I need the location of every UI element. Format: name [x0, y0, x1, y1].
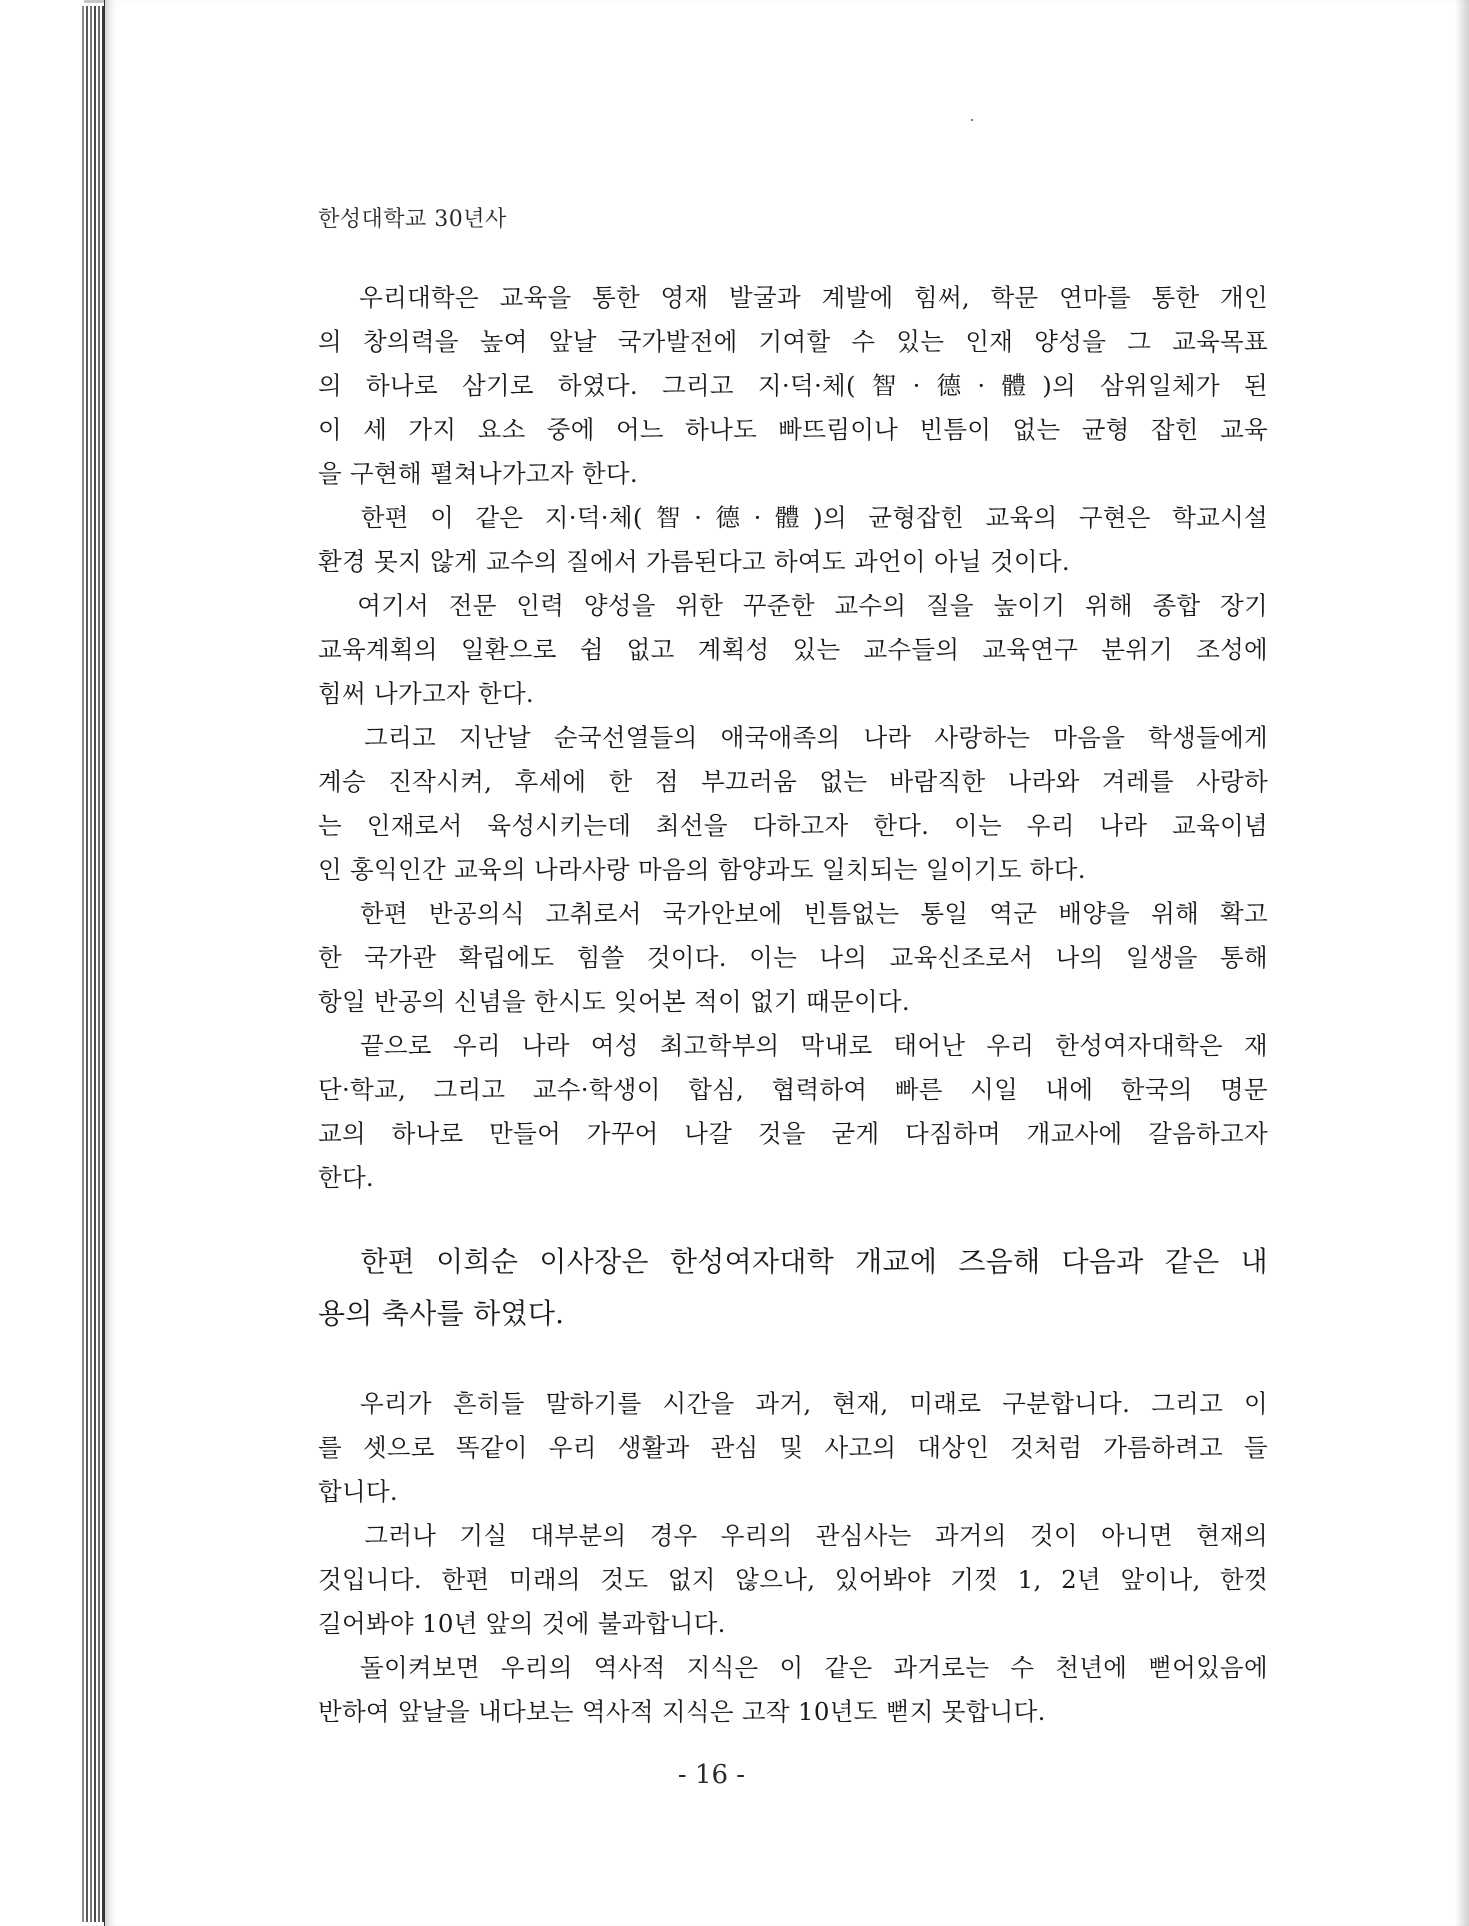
- text-line: 길어봐야 10년 앞의 것에 불과합니다.: [318, 1609, 726, 1638]
- section-education-goals: [318, 276, 1268, 1200]
- page-number: - 16 -: [677, 1760, 746, 1790]
- text-line: 끝으로 우리 나라 여성 최고학부의 막내로 태어난 우리 한성여자대학은 재: [318, 1031, 1268, 1060]
- section-chairman-intro: [318, 1236, 1268, 1340]
- text-line: 합니다.: [318, 1477, 398, 1506]
- text-line: 환경 못지 않게 교수의 질에서 가름된다고 하여도 과언이 아닐 것이다.: [318, 547, 1070, 576]
- text-line: 돌이켜보면 우리의 역사적 지식은 이 같은 과거로는 수 천년에 뻗어있음에: [318, 1653, 1268, 1682]
- page-body: [318, 276, 1268, 1734]
- text-line: 이 세 가지 요소 중에 어느 하나도 빠뜨림이나 빈틈이 없는 균형 잡힌 교육: [318, 415, 1268, 444]
- text-line: 반하여 앞날을 내다보는 역사적 지식은 고작 10년도 뻗지 못합니다.: [318, 1697, 1046, 1726]
- page-right-shadow: [1455, 0, 1469, 1926]
- text-line: 교의 하나로 만들어 가꾸어 나갈 것을 굳게 다짐하며 개교사에 갈음하고자: [318, 1119, 1268, 1148]
- text-line: 단·학교, 그리고 교수·학생이 합심, 협력하여 빠른 시일 내에 한국의 명문: [318, 1075, 1268, 1104]
- text-line: 것입니다. 한편 미래의 것도 없지 않으나, 있어봐야 기껏 1, 2년 앞이나, 한껏: [318, 1565, 1268, 1594]
- text-line: 를 셋으로 똑같이 우리 생활과 관심 및 사고의 대상인 것처럼 가름하려고 들: [318, 1433, 1268, 1462]
- text-line: 을 구현해 펼쳐나가고자 한다.: [318, 459, 638, 488]
- text-line: 는 인재로서 육성시키는데 최선을 다하고자 한다. 이는 우리 나라 교육이념: [318, 811, 1268, 840]
- page-stack-edges: [82, 6, 106, 1922]
- text-line: 용의 축사를 하였다.: [318, 1297, 565, 1330]
- text-line: 교육계획의 일환으로 쉼 없고 계획성 있는 교수들의 교육연구 분위기 조성에: [318, 635, 1268, 664]
- running-head: 한성대학교 30년사: [318, 207, 507, 232]
- text-line: 의 하나로 삼기로 하였다. 그리고 지·덕·체(智·德·體)의 삼위일체가 된: [318, 371, 1268, 400]
- scan-speck: [971, 119, 973, 121]
- text-line: 계승 진작시켜, 후세에 한 점 부끄러움 없는 바람직한 나라와 겨레를 사랑하: [318, 767, 1268, 796]
- text-line: 한 국가관 확립에도 힘쓸 것이다. 이는 나의 교육신조로서 나의 일생을 통해: [318, 943, 1268, 972]
- text-line: 의 창의력을 높여 앞날 국가발전에 기여할 수 있는 인재 양성을 그 교육목표: [318, 327, 1268, 356]
- text-line: 한편 이 같은 지·덕·체(智·德·體)의 균형잡힌 교육의 구현은 학교시설: [318, 503, 1268, 532]
- text-line: 여기서 전문 인력 양성을 위한 꾸준한 교수의 질을 높이기 위해 종합 장기: [318, 591, 1268, 620]
- text-line: 한편 이희순 이사장은 한성여자대학 개교에 즈음해 다음과 같은 내: [318, 1245, 1268, 1278]
- text-line: 인 홍익인간 교육의 나라사랑 마음의 함양과도 일치되는 일이기도 하다.: [318, 855, 1086, 884]
- text-line: 우리가 흔히들 말하기를 시간을 과거, 현재, 미래로 구분합니다. 그리고 이: [318, 1389, 1268, 1418]
- text-line: 힘써 나가고자 한다.: [318, 679, 534, 708]
- text-line: 우리대학은 교육을 통한 영재 발굴과 계발에 힘써, 학문 연마를 통한 개인: [318, 283, 1268, 312]
- text-line: 그러나 기실 대부분의 경우 우리의 관심사는 과거의 것이 아니면 현재의: [318, 1521, 1268, 1550]
- text-line: 항일 반공의 신념을 한시도 잊어본 적이 없기 때문이다.: [318, 987, 910, 1016]
- text-line: 한다.: [318, 1163, 375, 1192]
- section-congratulatory-speech: [318, 1382, 1268, 1734]
- text-line: 한편 반공의식 고취로서 국가안보에 빈틈없는 통일 역군 배양을 위해 확고: [318, 899, 1268, 928]
- text-line: 그리고 지난날 순국선열들의 애국애족의 나라 사랑하는 마음을 학생들에게: [318, 723, 1268, 752]
